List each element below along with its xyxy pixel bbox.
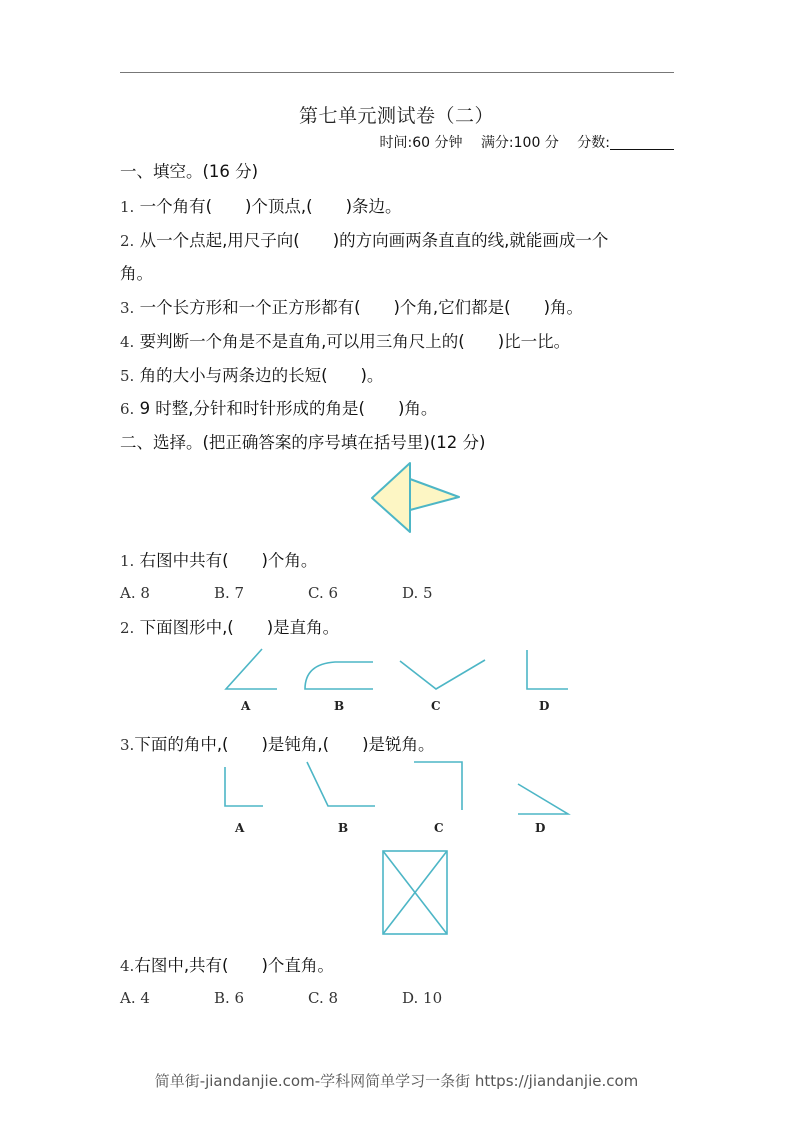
option-b[interactable]: B. 7	[214, 584, 245, 602]
s2-question-1: 1. 右图中共有( )个角。	[120, 551, 318, 570]
s1-question-2-cont: 角。	[120, 264, 153, 283]
s1-question-6: 6. 9 时整,分针和时针形成的角是( )角。	[120, 399, 438, 418]
option-c[interactable]: C. 8	[308, 989, 339, 1007]
arrow-shape-figure	[365, 458, 465, 538]
s1-question-3: 3. 一个长方形和一个正方形都有( )个角,它们都是( )角。	[120, 298, 584, 317]
option-d[interactable]: D. 5	[402, 584, 433, 602]
option-c[interactable]: C. 6	[308, 584, 339, 602]
option-d[interactable]: D. 10	[402, 989, 443, 1007]
section2-heading: 二、选择。(把正确答案的序号填在括号里)(12 分)	[120, 433, 486, 452]
svg-text:D: D	[535, 821, 546, 835]
s2-q1-options	[120, 584, 496, 602]
svg-text:A: A	[235, 821, 245, 835]
page-title: 第七单元测试卷（二）	[298, 105, 494, 127]
figure-a-right-angle	[225, 767, 263, 806]
s2-question-4: 4.右图中,共有( )个直角。	[120, 956, 334, 975]
figure-c-obtuse-angle	[400, 660, 485, 689]
svg-text:B: B	[338, 821, 349, 835]
rectangle-diagonals-figure	[380, 848, 450, 938]
option-a[interactable]: A. 4	[120, 989, 150, 1007]
figure-a-acute-angle	[226, 649, 277, 689]
svg-text:C: C	[434, 821, 444, 835]
s1-question-1: 1. 一个角有( )个顶点,( )条边。	[120, 197, 402, 216]
svg-text:C: C	[431, 699, 441, 713]
time-limit: 时间:60 分钟	[379, 135, 463, 151]
option-b[interactable]: B. 6	[214, 989, 245, 1007]
full-score: 满分:100 分	[480, 135, 559, 151]
s2-q4-options	[120, 989, 496, 1007]
svg-text:D: D	[539, 699, 550, 713]
figure-b-obtuse-angle	[307, 762, 375, 806]
section1-heading: 一、填空。(16 分)	[120, 162, 259, 181]
figure-d-right-angle	[527, 650, 568, 689]
score-label: 分数:	[577, 135, 610, 151]
svg-text:B: B	[334, 699, 345, 713]
s1-question-2: 2. 从一个点起,用尺子向( )的方向画两条直直的线,就能画成一个	[120, 231, 609, 250]
q2-angle-figures	[210, 645, 590, 720]
score-blank[interactable]	[610, 135, 674, 150]
exam-meta	[366, 132, 675, 152]
footer-watermark: 简单街-jiandanjie.com-学科网简单学习一条街 https://jiandanjie.com	[154, 1072, 639, 1090]
top-rule	[120, 72, 674, 73]
figure-c-right-angle	[414, 762, 462, 810]
s1-question-4: 4. 要判断一个角是不是直角,可以用三角尺上的( )比一比。	[120, 332, 571, 351]
q3-angle-figures	[210, 758, 590, 840]
svg-text:A: A	[241, 699, 251, 713]
s1-question-5: 5. 角的大小与两条边的长短( )。	[120, 366, 384, 385]
s2-question-2: 2. 下面图形中,( )是直角。	[120, 618, 340, 637]
option-a[interactable]: A. 8	[120, 584, 150, 602]
s2-question-3: 3.下面的角中,( )是钝角,( )是锐角。	[120, 735, 435, 754]
figure-b-curved-angle	[305, 662, 373, 689]
figure-d-acute-angle	[518, 784, 568, 814]
